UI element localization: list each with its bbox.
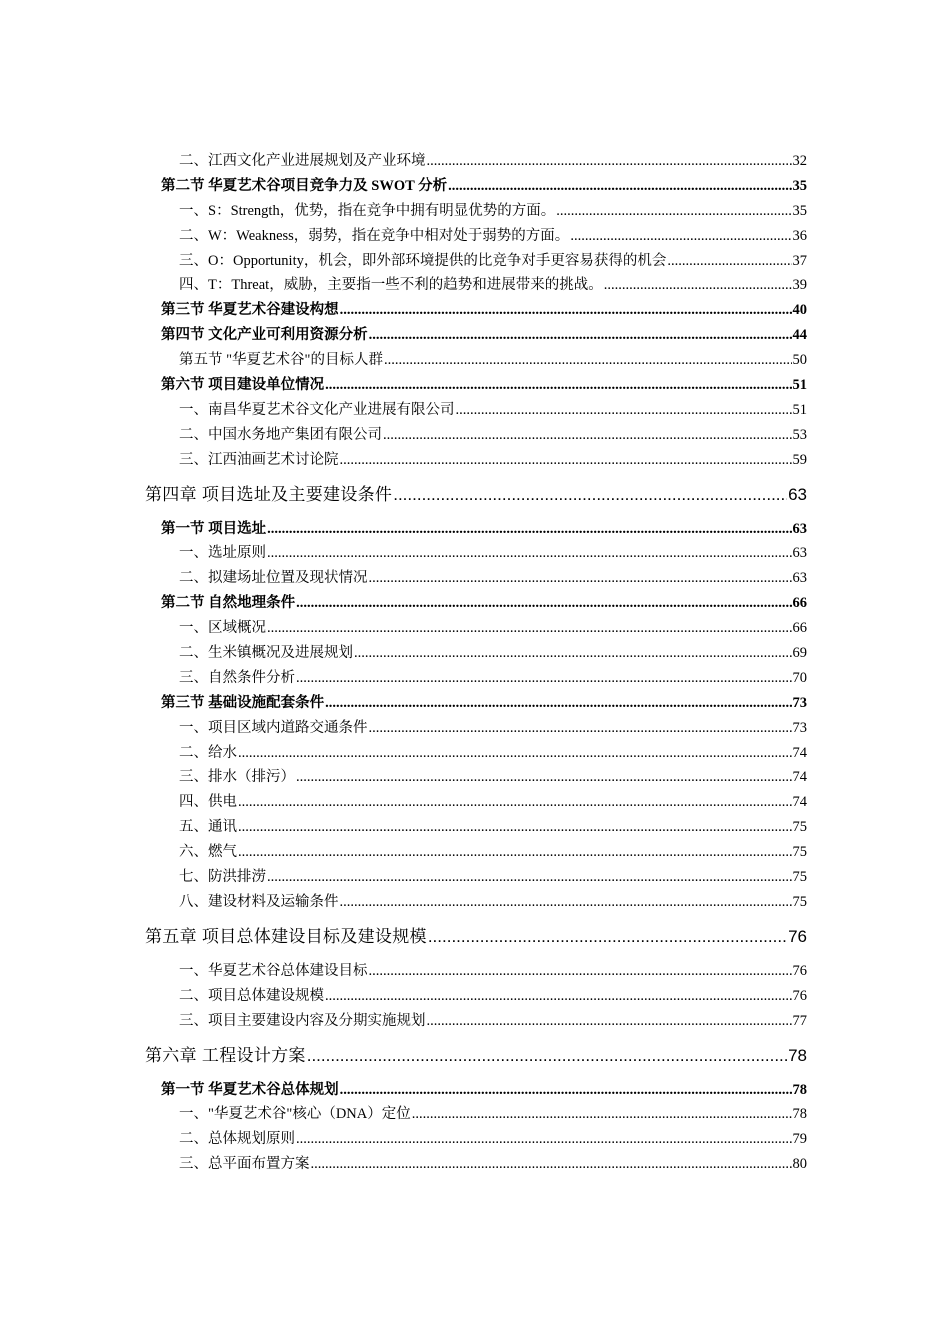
toc-entry-section[interactable] <box>145 1078 807 1103</box>
toc-dot-leader <box>267 541 792 566</box>
toc-entry-title: 二、总体规划原则 <box>179 1131 295 1148</box>
toc-entry-item[interactable] <box>145 398 807 423</box>
toc-entry-title: 四、供电 <box>179 794 237 811</box>
toc-entry-item[interactable] <box>145 765 807 790</box>
toc-dot-leader <box>556 199 791 224</box>
toc-entry-title: 三、项目主要建设内容及分期实施规划 <box>179 1012 426 1029</box>
table-of-contents <box>145 149 807 1177</box>
toc-entry-section[interactable] <box>145 298 807 323</box>
toc-entry-title: 三、排水（排污） <box>179 769 295 786</box>
toc-dot-leader <box>369 566 792 591</box>
toc-dot-leader <box>238 741 792 766</box>
toc-entry-title: 八、建设材料及运输条件 <box>179 893 339 910</box>
toc-dot-leader <box>448 174 791 199</box>
toc-dot-leader <box>267 616 792 641</box>
toc-page-number: 73 <box>792 694 807 711</box>
toc-page-number: 75 <box>792 819 807 836</box>
toc-page-number: 63 <box>792 520 807 537</box>
toc-entry-item[interactable] <box>145 1127 807 1152</box>
toc-entry-section[interactable] <box>145 323 807 348</box>
toc-entry-chapter[interactable] <box>145 473 807 517</box>
toc-page-number: 74 <box>792 794 807 811</box>
toc-entry-section[interactable] <box>145 174 807 199</box>
toc-page-number: 51 <box>792 401 807 418</box>
toc-entry-title: 一、S：Strength，优势，指在竞争中拥有明显优势的方面。 <box>179 202 556 219</box>
toc-entry-item[interactable] <box>145 741 807 766</box>
toc-page-number: 63 <box>792 570 807 587</box>
toc-dot-leader <box>369 716 792 741</box>
toc-entry-item[interactable] <box>145 890 807 915</box>
toc-entry-section[interactable] <box>145 373 807 398</box>
toc-dot-leader <box>369 323 792 348</box>
toc-entry-title: 六、燃气 <box>179 844 237 861</box>
toc-entry-item[interactable] <box>145 641 807 666</box>
toc-entry-title: 第二节 华夏艺术谷项目竞争力及 SWOT 分析 <box>161 177 448 194</box>
toc-page-number: 76 <box>792 962 807 979</box>
toc-entry-item[interactable] <box>145 224 807 249</box>
toc-entry-title: 二、项目总体建设规模 <box>179 987 324 1004</box>
toc-page-number: 66 <box>792 595 807 612</box>
toc-dot-leader <box>384 348 792 373</box>
toc-entry-title: 三、江西油画艺术讨论院 <box>179 451 339 468</box>
toc-dot-leader <box>354 641 792 666</box>
toc-entry-item[interactable] <box>145 1152 807 1177</box>
toc-page-number: 40 <box>792 302 807 319</box>
toc-entry-item[interactable] <box>145 815 807 840</box>
toc-dot-leader <box>412 1102 792 1127</box>
toc-entry-title: 第六节 项目建设单位情况 <box>161 377 325 394</box>
toc-page-number: 51 <box>792 377 807 394</box>
toc-dot-leader <box>340 448 792 473</box>
toc-entry-section[interactable] <box>145 517 807 542</box>
toc-entry-title: 一、项目区域内道路交通条件 <box>179 719 368 736</box>
toc-page-number: 76 <box>792 987 807 1004</box>
toc-entry-title: 二、中国水务地产集团有限公司 <box>179 426 382 443</box>
toc-page-number: 79 <box>792 1131 807 1148</box>
toc-page-number: 37 <box>792 252 807 269</box>
toc-page-number: 63 <box>792 545 807 562</box>
toc-dot-leader <box>296 591 791 616</box>
toc-entry-title: 第五章 项目总体建设目标及建设规模 <box>145 926 427 946</box>
toc-entry-title: 二、江西文化产业进展规划及产业环境 <box>179 153 426 169</box>
toc-entry-title: 一、区域概况 <box>179 620 266 637</box>
toc-dot-leader <box>393 473 787 517</box>
toc-page-number: 35 <box>792 177 807 194</box>
toc-entry-title: 三、O：Opportunity，机会，即外部环境提供的比竞争对手更容易获得的机会 <box>179 252 667 269</box>
toc-entry-title: 三、总平面布置方案 <box>179 1156 310 1173</box>
toc-entry-title: 二、W：Weakness，弱势，指在竞争中相对处于弱势的方面。 <box>179 227 570 244</box>
toc-entry-title: 第四节 文化产业可利用资源分析 <box>161 327 368 344</box>
toc-dot-leader <box>340 298 792 323</box>
toc-entry-title: 第四章 项目选址及主要建设条件 <box>145 484 393 504</box>
toc-dot-leader <box>296 765 792 790</box>
toc-page-number: 39 <box>792 277 807 294</box>
toc-entry-section[interactable] <box>145 691 807 716</box>
toc-entry-item[interactable] <box>145 273 807 298</box>
toc-dot-leader <box>238 840 792 865</box>
toc-page-number: 75 <box>792 893 807 910</box>
toc-entry-title: 一、选址原则 <box>179 545 266 562</box>
toc-page-number: 53 <box>792 426 807 443</box>
toc-page-number: 80 <box>792 1156 807 1173</box>
toc-entry-title: 第一节 项目选址 <box>161 520 267 537</box>
toc-page-number: 78 <box>788 1045 807 1065</box>
toc-entry-section-plain[interactable] <box>145 348 807 373</box>
toc-entry-title: 第六章 工程设计方案 <box>145 1045 306 1065</box>
toc-entry-title: 第一节 华夏艺术谷总体规划 <box>161 1081 339 1098</box>
toc-entry-item[interactable] <box>145 448 807 473</box>
toc-dot-leader <box>325 691 791 716</box>
toc-dot-leader <box>267 517 791 542</box>
toc-entry-item[interactable] <box>145 840 807 865</box>
toc-entry-item[interactable] <box>145 959 807 984</box>
toc-page-number: 76 <box>788 926 807 946</box>
toc-dot-leader <box>296 1127 792 1152</box>
toc-page-number: 36 <box>792 227 807 244</box>
toc-entry-item[interactable] <box>145 249 807 274</box>
toc-entry-title: 五、通讯 <box>179 819 237 836</box>
toc-entry-item[interactable] <box>145 790 807 815</box>
toc-entry-item[interactable] <box>145 716 807 741</box>
toc-dot-leader <box>667 249 791 274</box>
toc-entry-item[interactable] <box>145 1102 807 1127</box>
toc-dot-leader <box>307 1034 787 1078</box>
toc-entry-title: 三、自然条件分析 <box>179 669 295 686</box>
toc-dot-leader <box>570 224 791 249</box>
toc-entry-item[interactable] <box>145 865 807 890</box>
toc-entry-item[interactable] <box>145 566 807 591</box>
toc-page-number: 70 <box>792 669 807 686</box>
toc-dot-leader <box>267 865 792 890</box>
toc-page-number: 35 <box>792 202 807 219</box>
toc-entry-title: 二、生米镇概况及进展规划 <box>179 645 353 662</box>
toc-page-number: 63 <box>788 484 807 504</box>
toc-dot-leader <box>340 890 792 915</box>
toc-entry-item[interactable] <box>145 423 807 448</box>
toc-page-number: 32 <box>792 153 807 169</box>
toc-entry-item[interactable] <box>145 149 807 174</box>
toc-page-number: 50 <box>792 352 807 369</box>
toc-entry-item[interactable] <box>145 1009 807 1034</box>
toc-page-number: 77 <box>792 1012 807 1029</box>
toc-entry-title: 七、防洪排涝 <box>179 869 266 886</box>
toc-entry-item[interactable] <box>145 199 807 224</box>
toc-page-number: 69 <box>792 645 807 662</box>
toc-entry-title: 一、南昌华夏艺术谷文化产业进展有限公司 <box>179 401 455 418</box>
toc-page-number: 75 <box>792 844 807 861</box>
toc-entry-item[interactable] <box>145 666 807 691</box>
toc-entry-title: 二、给水 <box>179 744 237 761</box>
toc-dot-leader <box>427 149 792 174</box>
toc-page-number: 74 <box>792 769 807 786</box>
toc-entry-title: 第五节 "华夏艺术谷"的目标人群 <box>179 352 383 369</box>
toc-entry-title: 四、T：Threat，威胁，主要指一些不利的趋势和进展带来的挑战。 <box>179 277 603 294</box>
toc-entry-section[interactable] <box>145 591 807 616</box>
toc-dot-leader <box>325 984 792 1009</box>
toc-entry-title: 第三节 基础设施配套条件 <box>161 694 325 711</box>
toc-page-number: 66 <box>792 620 807 637</box>
toc-entry-title: 一、"华夏艺术谷"核心（DNA）定位 <box>179 1106 411 1123</box>
toc-page-number: 74 <box>792 744 807 761</box>
toc-dot-leader <box>296 666 792 691</box>
toc-page-number: 78 <box>792 1106 807 1123</box>
toc-dot-leader <box>604 273 792 298</box>
toc-dot-leader <box>427 1009 792 1034</box>
toc-entry-title: 一、华夏艺术谷总体建设目标 <box>179 962 368 979</box>
toc-page-number: 75 <box>792 869 807 886</box>
toc-page-number: 73 <box>792 719 807 736</box>
toc-entry-chapter[interactable] <box>145 915 807 959</box>
toc-page-number: 59 <box>792 451 807 468</box>
toc-dot-leader <box>383 423 792 448</box>
toc-dot-leader <box>340 1078 792 1103</box>
toc-dot-leader <box>369 959 792 984</box>
toc-dot-leader <box>238 815 792 840</box>
toc-dot-leader <box>311 1152 792 1177</box>
toc-dot-leader <box>325 373 791 398</box>
toc-entry-title: 第三节 华夏艺术谷建设构想 <box>161 302 339 319</box>
toc-entry-item[interactable] <box>145 541 807 566</box>
toc-entry-chapter[interactable] <box>145 1034 807 1078</box>
toc-dot-leader <box>456 398 792 423</box>
toc-entry-title: 第二节 自然地理条件 <box>161 595 296 612</box>
toc-dot-leader <box>238 790 792 815</box>
toc-entry-title: 二、拟建场址位置及现状情况 <box>179 570 368 587</box>
toc-entry-item[interactable] <box>145 616 807 641</box>
toc-page-number: 44 <box>792 327 807 344</box>
toc-page-number: 78 <box>792 1081 807 1098</box>
toc-entry-item[interactable] <box>145 984 807 1009</box>
toc-dot-leader <box>428 915 787 959</box>
